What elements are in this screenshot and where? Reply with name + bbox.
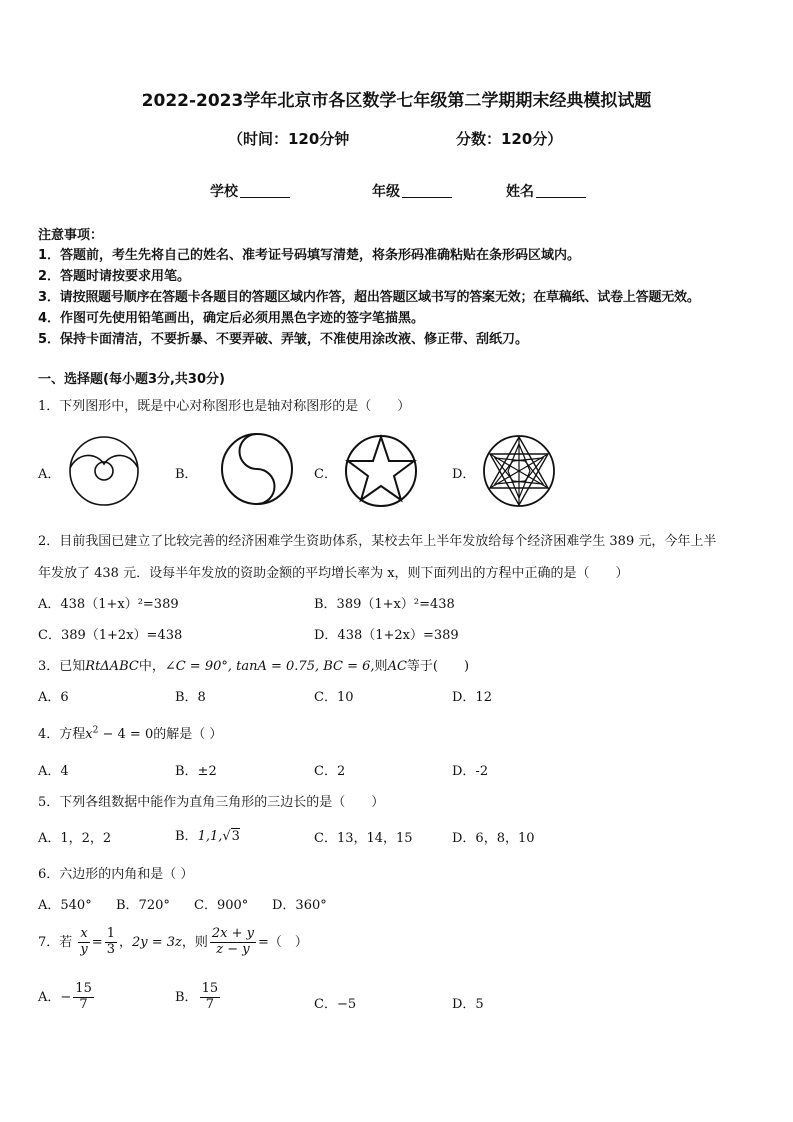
- q7-f1-num: x: [78, 927, 89, 943]
- q2-stem-line2: 年发放了 438 元．设每半年发放的资助金额的平均增长率为 x，则下面列出的方程中正确的是（ ）: [38, 566, 629, 581]
- school-label: 学校: [210, 184, 238, 200]
- hexagram-flower-figure: [482, 434, 556, 508]
- q4-option-a: A．4: [38, 764, 69, 779]
- q5-stem: 5．下列各组数据中能作为直角三角形的三边长的是（ ）: [38, 795, 385, 810]
- q4-option-d: D．-2: [452, 764, 489, 779]
- q7-option-b: [175, 982, 222, 1013]
- notes-item-2: 2．答题时请按要求用笔。: [38, 269, 191, 284]
- notes-item-1: 1．答题前，考生先将自己的姓名、准考证号码填写清楚，将条形码准确粘贴在条形码区域内。: [38, 248, 581, 263]
- q3-option-d: D．12: [452, 690, 492, 705]
- q5-option-b: B．1,1,√3: [175, 829, 240, 844]
- q5-option-c: C．13，14，15: [314, 831, 413, 846]
- q3-ac: AC: [387, 659, 407, 674]
- q4-eq-rest: − 4 = 0: [98, 727, 154, 742]
- grade-blank: [402, 183, 452, 198]
- q1-label-c: C．: [314, 467, 337, 482]
- q7-option-b-label: B．: [175, 989, 198, 1005]
- q7-fraction-one-third: [105, 927, 117, 958]
- q7-option-c: C．−5: [314, 997, 357, 1012]
- q7-option-b-fraction: [200, 982, 221, 1013]
- q1-label-d: D．: [452, 467, 476, 482]
- q4-eq-base: x: [85, 727, 93, 742]
- q3-option-b: B．8: [175, 690, 206, 705]
- q4-option-b: B．±2: [175, 764, 217, 779]
- q7-tail: =（ ）: [258, 934, 308, 950]
- q3-stem: [38, 655, 469, 674]
- star-in-circle-figure: [344, 434, 418, 508]
- page-title: 2022-2023学年北京市各区数学七年级第二学期期末经典模拟试题: [141, 91, 652, 111]
- exam-time: （时间：120分钟: [228, 130, 350, 148]
- q3-tail: 等于( ): [406, 659, 470, 674]
- q1-label-b: B．: [175, 467, 198, 482]
- q6-stem: 6．六边形的内角和是（ ）: [38, 867, 194, 882]
- q7-option-a-label: A．: [38, 989, 61, 1005]
- q7-stem: [38, 927, 308, 958]
- q7-equals: =: [91, 934, 103, 950]
- section-title: 一、选择题(每小题3分,共30分): [38, 372, 225, 387]
- q7-then: ，则: [181, 934, 208, 950]
- q7-fraction-x-over-y: [78, 927, 89, 958]
- grade-label: 年级: [372, 184, 400, 200]
- q2-option-a: A．438（1+x）²=389: [38, 597, 179, 612]
- circle-with-hearts-figure: [68, 434, 140, 508]
- q3-then: 则: [374, 659, 388, 674]
- q5-option-d: D．6，8，10: [452, 831, 535, 846]
- notes-item-3: 3．请按照题号顺序在答题卡各题目的答题区域内作答，超出答题区域书写的答案无效；在草稿纸、试卷上答题无效。: [38, 290, 700, 305]
- q2-option-b: B．389（1+x）²=438: [314, 597, 455, 612]
- q3-mid: 中，: [138, 659, 165, 674]
- q7-option-d: D．5: [452, 997, 484, 1012]
- q7-condition: 2y = 3z: [131, 934, 182, 950]
- q6-option-a: A．540°: [38, 898, 92, 913]
- q6-option-b: B．720°: [116, 898, 170, 913]
- q4-eq-exp: 2: [92, 725, 99, 736]
- q7-option-b-den: 7: [205, 996, 214, 1012]
- q2-option-c: C．389（1+2x）=438: [38, 628, 183, 643]
- q7-option-a: [38, 982, 96, 1013]
- q2-option-d: D．438（1+2x）=389: [314, 628, 459, 643]
- notes-heading: 注意事项：: [38, 228, 104, 243]
- q1-stem: 1．下列图形中，既是中心对称图形也是轴对称图形的是（ ）: [38, 399, 411, 414]
- school-blank: [240, 183, 290, 198]
- q7-option-a-fraction: [73, 982, 94, 1013]
- yin-yang-circle-figure: [220, 432, 294, 506]
- q7-option-a-den: 7: [79, 996, 88, 1012]
- q3-option-a: A．6: [38, 690, 69, 705]
- q5-option-b-values: 1,1,: [197, 829, 223, 844]
- q3-condition: ∠C = 90°, tanA = 0.75, BC = 6,: [164, 659, 375, 674]
- q5-option-b-label: B．: [175, 829, 198, 844]
- q6-option-c: C．900°: [194, 898, 249, 913]
- q5-option-b-root: 3: [231, 829, 240, 844]
- q4-tail: 的解是（ ）: [153, 727, 223, 742]
- school-field: [210, 181, 290, 201]
- notes-item-4: 4．作图可先使用铅笔画出，确定后必须用黑色字迹的签字笔描黑。: [38, 311, 425, 326]
- q7-option-a-num: 15: [75, 981, 92, 996]
- q7-prefix: 7．若: [38, 934, 73, 950]
- q7-f2-den: 3: [106, 941, 115, 957]
- name-label: 姓名: [506, 184, 534, 200]
- q5-option-a: A．1，2，2: [38, 831, 112, 846]
- q3-prefix: 3．已知: [38, 659, 86, 674]
- q7-f1-den: y: [80, 941, 88, 957]
- q7-f3-num: 2x + y: [211, 926, 255, 941]
- q4-prefix: 4．方程: [38, 727, 86, 742]
- q2-stem-line1: 2．目前我国已建立了比较完善的经济困难学生资助体系，某校去年上半年发放给每个经济困难学生 389 元，今年上半: [38, 534, 717, 549]
- name-field: [506, 181, 586, 201]
- q7-mid: ，: [118, 934, 132, 950]
- q3-triangle: RtΔABC: [85, 659, 139, 674]
- q3-option-c: C．10: [314, 690, 354, 705]
- q4-stem: [38, 723, 222, 742]
- notes-item-5: 5．保持卡面清洁，不要折暴、不要弄破、弄皱，不准使用涂改液、修正带、刮纸刀。: [38, 332, 529, 347]
- q6-option-d: D．360°: [272, 898, 327, 913]
- exam-score: 分数：120分）: [456, 130, 563, 148]
- q4-option-c: C．2: [314, 764, 346, 779]
- name-blank: [536, 183, 586, 198]
- grade-field: [372, 181, 452, 201]
- q7-f2-num: 1: [106, 926, 115, 941]
- q7-option-a-sign: −: [60, 989, 72, 1005]
- q1-label-a: A．: [38, 467, 61, 482]
- q7-option-b-num: 15: [201, 981, 219, 996]
- q7-f3-den: z − y: [216, 941, 250, 957]
- q7-fraction-expression: [210, 927, 256, 958]
